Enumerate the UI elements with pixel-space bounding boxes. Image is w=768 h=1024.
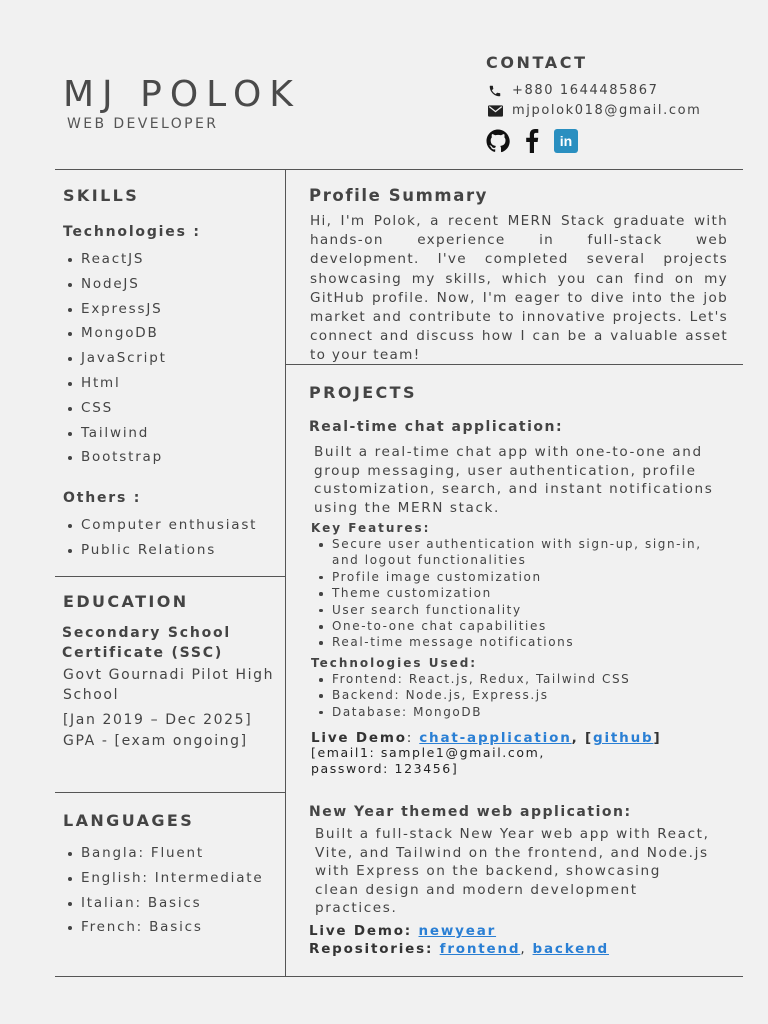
project2-repo-row: Repositories: frontend, backend [309, 941, 609, 957]
list-item: JavaScript [63, 346, 167, 371]
project1-tech-list [312, 671, 630, 720]
github-icon[interactable] [486, 129, 510, 153]
languages-title: LANGUAGES [63, 811, 195, 830]
contact-email [488, 103, 701, 118]
list-item: Bangla: Fluent [63, 841, 263, 866]
project2-title: New Year themed web application: [309, 804, 632, 820]
degree-title: Secondary School Certificate (SSC) [62, 625, 232, 661]
list-item: Database: MongoDB [312, 704, 630, 720]
projects-title: PROJECTS [309, 383, 417, 402]
social-links [486, 129, 578, 153]
project1-features-list [312, 536, 732, 651]
project2-backend-link[interactable]: backend [532, 941, 609, 957]
education-dates: [Jan 2019 – Dec 2025] [63, 712, 253, 728]
project1-tech-title: Technologies Used: [311, 656, 478, 670]
list-item: Public Relations [63, 538, 257, 563]
list-item: NodeJS [63, 272, 167, 297]
education-divider [55, 792, 285, 793]
email-address[interactable]: mjpolok018@gmail.com [512, 103, 702, 118]
project2-live-link[interactable]: newyear [418, 923, 497, 939]
skills-title: SKILLS [63, 186, 140, 205]
header-divider [55, 169, 743, 170]
list-item: CSS [63, 396, 167, 421]
project1-features-title: Key Features: [311, 521, 431, 535]
school-name: Govt Gournadi Pilot High School [63, 667, 275, 703]
skills-divider [55, 576, 285, 577]
list-item: French: Basics [63, 915, 263, 940]
education-title: EDUCATION [63, 592, 189, 611]
list-item: Theme customization [312, 585, 732, 601]
list-item: Secure user authentication with sign-up, sign-in, and logout functionalities [312, 536, 732, 569]
footer-divider [55, 976, 743, 977]
list-item: Bootstrap [63, 445, 167, 470]
list-item: Html [63, 371, 167, 396]
list-item: Profile image customization [312, 569, 732, 585]
mail-icon [488, 105, 506, 117]
list-item: Frontend: React.js, Redux, Tailwind CSS [312, 671, 630, 687]
list-item: English: Intermediate [63, 866, 263, 891]
profile-text: Hi, I'm Polok, a recent MERN Stack graduate with hands-on experience in full-stack web development. I've completed several projects showcasing my skills, which you can find on my GitHub profile. Now, I'm eager to dive into the job market and contribute to innovative projects. Let's connect and discuss how I can be a valuable asset to your team! [310, 213, 728, 364]
list-item: ExpressJS [63, 297, 167, 322]
list-item: Tailwind [63, 421, 167, 446]
list-item: Backend: Node.js, Express.js [312, 687, 630, 703]
linkedin-icon[interactable]: in [554, 129, 578, 153]
project2-description: Built a full-stack New Year web app with React, Vite, and Tailwind on the frontend, and Node.js with Express on the backend, showcasing clean design and modern development practices. [315, 826, 710, 916]
column-divider [285, 169, 286, 977]
contact-title: CONTACT [486, 53, 588, 72]
technologies-list [63, 247, 167, 470]
project1-title: Real-time chat application: [309, 419, 564, 435]
list-item: One-to-one chat capabilities [312, 618, 732, 634]
languages-list [63, 841, 263, 940]
candidate-role: WEB DEVELOPER [67, 116, 219, 132]
project1-links: Live Demo: chat-application, [github] [311, 730, 662, 746]
project2-live-row: Live Demo: newyear [309, 923, 497, 939]
project2-frontend-link[interactable]: frontend [439, 941, 521, 957]
list-item: Italian: Basics [63, 891, 263, 916]
list-item: User search functionality [312, 602, 732, 618]
phone-icon [488, 84, 506, 98]
project1-live-link[interactable]: chat-application [419, 730, 572, 746]
others-list [63, 513, 257, 563]
candidate-name: MJ POLOK [63, 74, 301, 115]
list-item: Computer enthusiast [63, 513, 257, 538]
list-item: ReactJS [63, 247, 167, 272]
project1-description: Built a real-time chat app with one-to-one and group messaging, user authentication, profile customization, search, and instant notifications using the MERN stack. [314, 444, 714, 516]
profile-title: Profile Summary [309, 186, 489, 205]
technologies-title: Technologies : [63, 224, 201, 240]
project1-credentials: [email1: sample1@gmail.com, password: 123456] [311, 745, 545, 776]
list-item: Real-time message notifications [312, 634, 732, 650]
education-gpa: GPA - [exam ongoing] [63, 733, 248, 749]
others-title: Others : [63, 490, 142, 506]
project1-github-link[interactable]: github [593, 730, 654, 746]
contact-phone [488, 83, 659, 98]
facebook-icon[interactable] [520, 129, 544, 153]
phone-number[interactable]: +880 1644485867 [512, 83, 659, 98]
list-item: MongoDB [63, 321, 167, 346]
